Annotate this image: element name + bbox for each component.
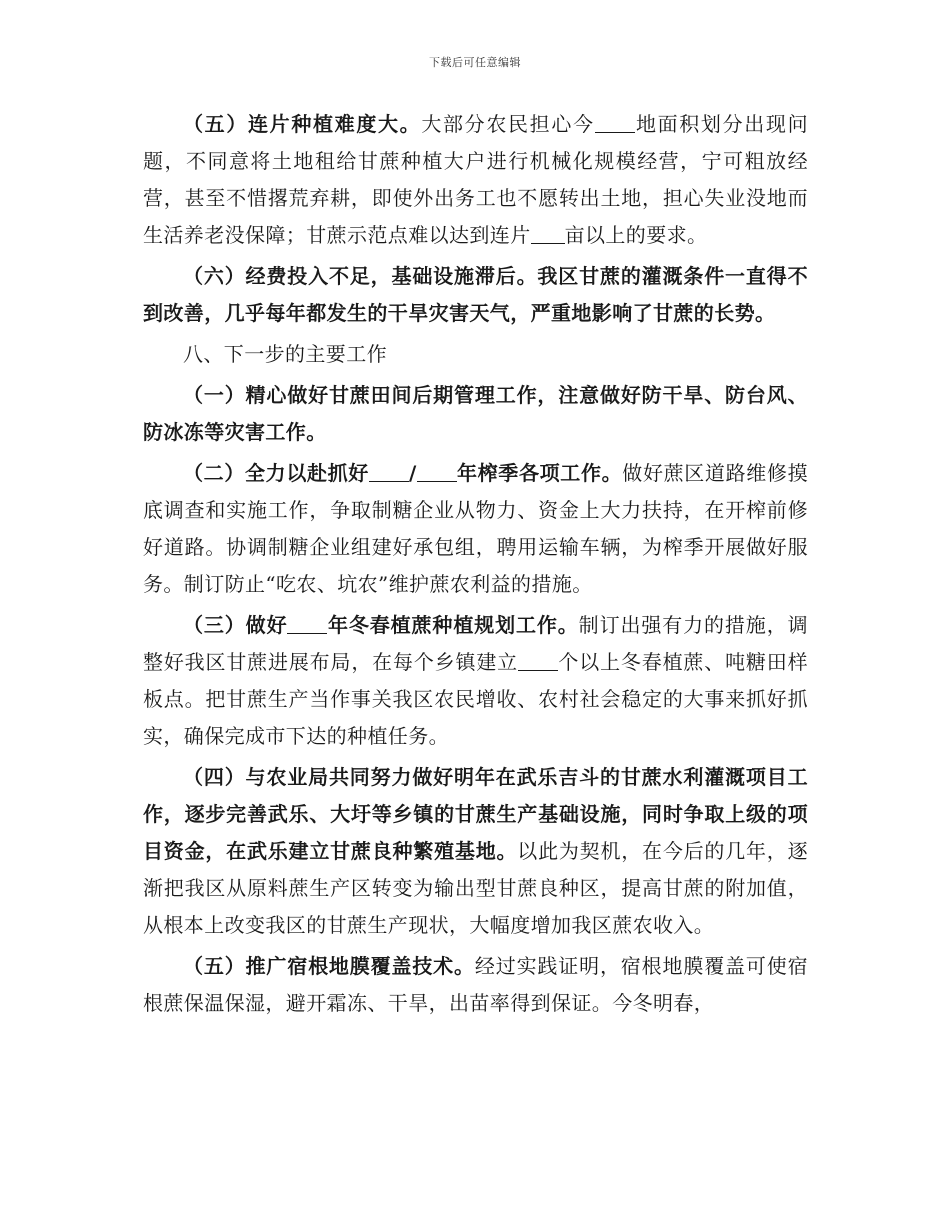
- paragraph-6-funding: [143, 258, 808, 332]
- paragraph-text: 地面积划分出现问题，不同意将土地租给甘蔗种植大户进行机械化规模经营，宁可粗放经营，甚至不惜撂荒弃耕，即使外出务工也不愿转出土地，担心失业没地而生活养老没保障；甘蔗示范点难以达到连片: [143, 112, 809, 247]
- document-body: [143, 106, 808, 1022]
- paragraph-lead-part: 年冬春植蔗种植规划工作。: [327, 613, 579, 637]
- fill-in-blank: [287, 615, 327, 634]
- fill-in-blank: [595, 114, 635, 133]
- fill-in-blank: [531, 225, 565, 244]
- paragraph-text: 做好蔗区道路维修摸底调查和实施工作，争取制糖企业从物力、资金上大力扶持，在开榨前修好道路。协调制糖企业组建好承包组，聘用运输车辆，为榨季开展做好服务。制订防止“吃农、坑农”维护蔗农利益的措施。: [143, 461, 808, 596]
- paragraph-lead-part: （三）做好: [183, 613, 288, 637]
- paragraph-1-field-management: [143, 377, 808, 451]
- paragraph-text: 以此为契机，在今后的几年，逐渐把我区从原料蔗生产区转变为输出型甘蔗良种区，提高甘蔗的附加值，从根本上改变我区的甘蔗生产现状，大幅度增加我区蔗农收入。: [143, 839, 808, 937]
- page-header: 下载后可任意编辑: [429, 56, 521, 69]
- paragraph-4-irrigation-project: [143, 759, 808, 944]
- paragraph-lead-part: 年榨季各项工作。: [456, 461, 623, 485]
- paragraph-lead: （四）与农业局共同努力做好明年在武乐吉斗的甘蔗水利灌溉项目工作，逐步完善武乐、大圩等乡镇的甘蔗生产基础设施，同时争取上级的项目资金，在武乐建立甘蔗良种繁殖基地。: [143, 765, 808, 863]
- paragraph-2-pressing-season: [143, 455, 808, 603]
- paragraph-lead-separator: /: [408, 461, 417, 485]
- fill-in-blank: [417, 463, 457, 482]
- paragraph-5-contiguous-planting: [143, 106, 808, 254]
- paragraph-text: 个以上冬春植蔗、吨糖田样板点。把甘蔗生产当作事关我区农民增收、农村社会稳定的大事来抓好抓实，确保完成市下达的种植任务。: [143, 650, 808, 748]
- paragraph-lead-part: （二）全力以赴抓好: [183, 461, 369, 485]
- paragraph-text: 制订出强有力的措施，调整好我区甘蔗进展布局，在每个乡镇建立: [143, 613, 808, 674]
- paragraph-text: （六）经费投入不足，基础设施滞后。我区甘蔗的灌溉条件一直得不到改善，几乎每年都发生的干旱灾害天气，严重地影响了甘蔗的长势。: [143, 264, 808, 325]
- section-heading-next-steps: [143, 336, 808, 373]
- paragraph-text: （一）精心做好甘蔗田间后期管理工作，注意做好防干旱、防台风、防冰冻等灾害工作。: [143, 383, 808, 444]
- paragraph-lead: （五）连片种植难度大。: [183, 112, 422, 136]
- paragraph-text: 亩以上的要求。: [564, 223, 708, 247]
- fill-in-blank: [518, 652, 558, 671]
- paragraph-3-planting-plan: [143, 607, 808, 755]
- paragraph-5-mulch-technology: [143, 948, 808, 1022]
- paragraph-lead: [183, 613, 579, 637]
- paragraph-lead: （五）推广宿根地膜覆盖技术。: [183, 954, 475, 978]
- section-heading-text: 八、下一步的主要工作: [183, 342, 387, 366]
- paragraph-text: 大部分农民担心今: [421, 112, 595, 136]
- paragraph-text: 经过实践证明，宿根地膜覆盖可使宿根蔗保温保湿，避开霜冻、干旱，出苗率得到保证。今冬明春，: [143, 954, 808, 1015]
- paragraph-lead: [183, 461, 622, 485]
- fill-in-blank: [369, 463, 409, 482]
